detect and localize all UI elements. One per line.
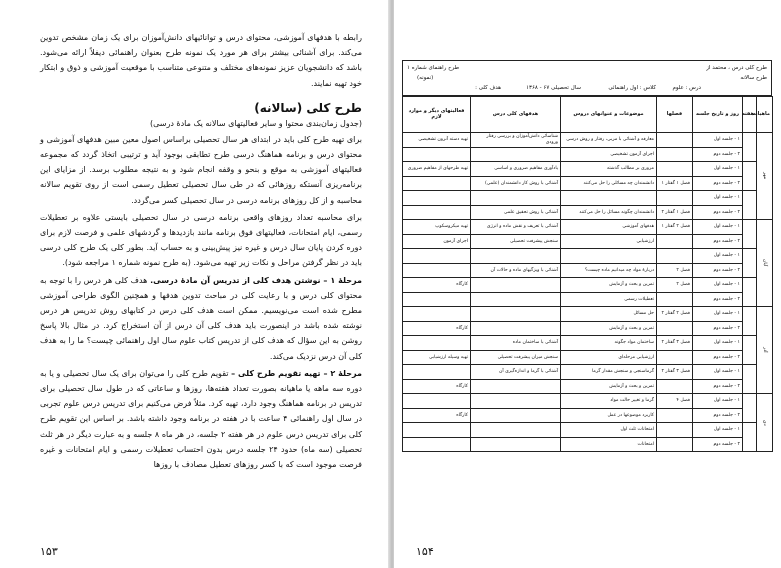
table-cell (471, 307, 561, 322)
table-cell: امتحانات ثلث اول (561, 423, 657, 438)
plan-subtitle: (نمونه) (417, 75, 434, 81)
plan-type: طرح سالانه (740, 75, 767, 81)
week-cell (743, 423, 757, 452)
table-cell: گرما و تغییر حالت مواد (561, 394, 657, 409)
table-cell (403, 205, 471, 220)
table-cell: ۲ - جلسه دوم (693, 437, 743, 452)
col-activities: فعالیتهای دیگر و موارد لازم (403, 97, 471, 133)
table-cell: فصل ۲ گفتار ۲ (657, 307, 693, 322)
paragraph-calc: برای محاسبه تعداد روزهای واقعی برنامه درسی در سال تحصیلی بایستی علاوه بر تعطیلات رسمی، ایام امتحانات، فعالیتهای فوق برنامه مانند بازدیدها و گردشهای علمی و فرصت لازم برای دوره کردن پایان سال درس و غیره نیز پیش‌بینی و به حساب آید. بطور کلی یک طرح کلی درسی باید در نظر گرفتن مراحل و نکات زیر تهیه می‌شود. (به طرح نمونه شماره ۱ مراجعه شود). (40, 212, 362, 268)
table-cell (657, 234, 693, 249)
table-cell: آشنائی با گرما و اندازه‌گیری آن (471, 365, 561, 380)
table-row (403, 191, 773, 206)
table-cell: تمرین و بحث و آزمایش (561, 379, 657, 394)
table-cell (471, 278, 561, 293)
week-cell (743, 336, 757, 365)
col-goals: هدفهای کلی درس (471, 97, 561, 133)
table-cell: اجرای آزمون (403, 234, 471, 249)
table-cell (657, 379, 693, 394)
table-row (403, 205, 773, 220)
table-cell (657, 292, 693, 307)
table-cell (403, 307, 471, 322)
table-cell: فصل ۱ گفتار ۱ (657, 176, 693, 191)
table-cell: ۱ - جلسه اول (693, 249, 743, 264)
plan-goal: هدف کلی : (475, 85, 501, 91)
table-cell (657, 133, 693, 148)
left-page (0, 0, 390, 568)
table-cell: شناسائی دانش‌آموزان و بررسی رفتار ورودی (471, 133, 561, 148)
table-cell: تعطیلات رسمی (561, 292, 657, 307)
table-cell (471, 394, 561, 409)
plan-year: سال تحصیلی ۶۷ - ۱۳۶۸ (526, 85, 581, 91)
table-cell (657, 191, 693, 206)
table-cell: تمرین و بحث و آزمایش (561, 321, 657, 336)
table-cell: ۲ - جلسه دوم (693, 379, 743, 394)
month-cell: مهر (757, 133, 773, 220)
col-session: روز و تاریخ جلسه (693, 97, 743, 133)
table-cell: ۱ - جلسه اول (693, 278, 743, 293)
month-cell: دی (757, 394, 773, 452)
stage1-text: هدف کلی هر درس را با توجه به محتوای کلی درس و با رعایت کلی در مباحث تدوین هدفها و همچنین الگوی طراحی آموزشی مطرح شده است می‌نویسیم. ممکن است هدف کلی درس در کتابهای روش تدریس هر درس نوشته شده باشد در اینصورت باید هدف کلی آن درس از آن استخراج کرد. در مثال بالا پاسخ روشن به این سؤال که هدف کلی از تدریس کتاب علوم سال اول راهنمائی چیست؟ ما را به هدف کلی آن درس نزدیک می‌کند. (40, 275, 362, 361)
table-cell: ۱ - جلسه اول (693, 307, 743, 322)
plan-header (402, 60, 772, 96)
table-cell: ارزشیابی (561, 234, 657, 249)
table-cell: ۱ - جلسه اول (693, 220, 743, 235)
table-cell: تهیه میکروسکوپ (403, 220, 471, 235)
table-row (403, 336, 773, 351)
table-cell: دانشمندان چگونه مسائل را حل می‌کنند (561, 205, 657, 220)
table-cell: تمرین و بحث و آزمایش (561, 278, 657, 293)
week-cell (743, 162, 757, 191)
table-cell: تهیه طرحهای از مفاهیم ضروری (403, 162, 471, 177)
table-cell: ۱ - جلسه اول (693, 394, 743, 409)
table-cell (657, 162, 693, 177)
col-week: هفته (743, 97, 757, 133)
col-chapter: فصلها (657, 97, 693, 133)
table-cell: کاربرد موضوعها در عمل (561, 408, 657, 423)
table-cell: ۲ - جلسه دوم (693, 234, 743, 249)
table-row (403, 133, 773, 148)
table-cell (471, 437, 561, 452)
table-cell: دربارهٔ مواد چه میدانیم ماده چیست؟ (561, 263, 657, 278)
week-cell (743, 278, 757, 307)
table-cell (403, 437, 471, 452)
table-cell: کارگاه (403, 278, 471, 293)
table-cell (403, 394, 471, 409)
week-cell (743, 307, 757, 336)
table-cell: ساختمان مواد جگونه (561, 336, 657, 351)
month-cell: آبان (757, 220, 773, 307)
week-cell (743, 220, 757, 249)
table-cell (471, 423, 561, 438)
table-cell (657, 350, 693, 365)
page-number-left: ۱۵۳ (40, 545, 58, 558)
table-header-row (403, 97, 773, 133)
col-month: ماهیانه (757, 97, 773, 133)
table-cell: ۱ - جلسه اول (693, 162, 743, 177)
table-cell: آشنائی با ساختمان ماده (471, 336, 561, 351)
stage2-text: تقویم طرح کلی را می‌توان برای یک سال تحصیلی و یا به دوره سه ماهه یا ماهیانه بصورت تعداد هفته‌ها، روزها و ساعاتی که در طول سال تحصیلی برای تدریس در برنامه هماهنگ وجود دارد، تهیه کرد. مثلاً فرض می‌کنیم برای تدریس درس علوم تجربی در سال اول راهنمائی ۴ ساعت با در هفته در برنامه وجود داشته باشد. بر اساس این تقویم طرح کلی برای تدریس درس علوم در هر هفته ۲ جلسه، در هر ماه ۸ جلسه و به عبارت دیگر در هر ثلث تحصیلی (سه ماه) حدود ۲۴ جلسه درس بدون احتساب تعطیلات رسمی و ایام امتحانات و غیره فرصت موجود است که با کسر روزهای تعطیل مصادف با روزها (40, 368, 363, 470)
table-cell: معارفه و آشنائی با مربی، رفتار و روش درسی (561, 133, 657, 148)
table-cell: دانشمندان چه مسائلی را حل می‌کنند (561, 176, 657, 191)
table-cell: گرماسنجی و سنجش مقدار گرما (561, 365, 657, 380)
table-cell (403, 365, 471, 380)
table-cell: فصل ۴ (657, 394, 693, 409)
table-cell: حل مسائل (561, 307, 657, 322)
section-heading: طرح کلی (سالانه) (254, 100, 362, 115)
table-row (403, 321, 773, 336)
table-cell: سنجش پیشرفت تحصیلی (471, 234, 561, 249)
table-row (403, 292, 773, 307)
table-cell: ۲ - جلسه دوم (693, 292, 743, 307)
table-cell: امتحانات (561, 437, 657, 452)
table-row (403, 278, 773, 293)
table-cell: ۲ - جلسه دوم (693, 321, 743, 336)
table-cell: فصل ۲ (657, 278, 693, 293)
table-row (403, 263, 773, 278)
table-cell (403, 249, 471, 264)
table-cell (403, 336, 471, 351)
table-cell: ۱ - جلسه اول (693, 365, 743, 380)
table-cell: فصل ۲ گفتار ۱ (657, 220, 693, 235)
week-cell (743, 191, 757, 220)
page-number-right: ۱۵۴ (416, 545, 434, 558)
table-cell: یادآوری مفاهیم ضروری و اساسی (471, 162, 561, 177)
table-cell: سنجش میزان پیشرفت تحصیلی (471, 350, 561, 365)
table-cell: فصل ۳ گفتار ۲ (657, 365, 693, 380)
table-row (403, 437, 773, 452)
table-cell: مروری بر مطالب گذشته (561, 162, 657, 177)
table-row (403, 423, 773, 438)
table-row (403, 365, 773, 380)
table-cell (471, 321, 561, 336)
table-cell: ۱ - جلسه اول (693, 133, 743, 148)
table-cell: فصل ۱ گفتار ۲ (657, 205, 693, 220)
table-row (403, 234, 773, 249)
table-cell (403, 263, 471, 278)
table-cell: ۲ - جلسه دوم (693, 263, 743, 278)
table-cell: ۲ - جلسه دوم (693, 176, 743, 191)
paragraph-plan: برای تهیه طرح کلی باید در ابتدای هر سال تحصیلی براساس اصول معین مبین هدفهای آموزشی و محتوای درس و برنامه هماهنگ درسی طرح تطابقی بوجود آید و ترتیبی اتخاذ گردد که مجموعه فعالیتهای آموزشی به موقع و بنحو و وقفه انجام شود و به نتیجه مطلوب برسد. از مزایای این برنامه‌ریزی آنستکه روزهائی که در طی سال تحصیلی تعطیل رسمی است از روی تقویم سالانه محاسبه و از کل روزهای برنامه درسی در سال تحصیلی کسر می‌گردد. (40, 134, 362, 205)
week-cell (743, 394, 757, 423)
table-cell (471, 408, 561, 423)
table-cell (657, 423, 693, 438)
table-cell (471, 249, 561, 264)
table-cell: ۱ - جلسه اول (693, 336, 743, 351)
table-cell (471, 147, 561, 162)
table-row (403, 176, 773, 191)
table-cell (657, 408, 693, 423)
table-cell: کارگاه (403, 408, 471, 423)
table-row (403, 379, 773, 394)
table-cell: آشنائی با روش تحقیق علمی (471, 205, 561, 220)
table-cell: تهیه وسیله ارزشیابی (403, 350, 471, 365)
table-cell (403, 423, 471, 438)
table-cell (403, 191, 471, 206)
plan-course: درس : علوم (672, 85, 701, 91)
right-page (394, 0, 781, 568)
stage2-label: مرحلهٔ ۲ – تهیه تقویم طرح کلی – (231, 368, 362, 378)
week-cell (743, 133, 757, 162)
table-cell (471, 292, 561, 307)
table-row (403, 147, 773, 162)
table-cell: ۱ - جلسه اول (693, 191, 743, 206)
plan-grade: کلاس : اول راهنمائی (608, 85, 656, 91)
section-subheading: (جدول زمان‌بندی محتوا و سایر فعالیتهای سالانه یک مادهٔ درسی) (149, 118, 362, 128)
week-cell (743, 365, 757, 394)
table-cell: اجرای آزمون تشخیصی (561, 147, 657, 162)
table-cell: هدفهای آموزشی (561, 220, 657, 235)
table-cell: آشنائی با تعریف و نقش ماده و انرژی (471, 220, 561, 235)
week-cell (743, 249, 757, 278)
table-cell: ۲ - جلسه دوم (693, 350, 743, 365)
table-cell: کارگاه (403, 379, 471, 394)
table-cell (471, 379, 561, 394)
table-cell (403, 147, 471, 162)
table-cell: ۲ - جلسه دوم (693, 408, 743, 423)
table-row (403, 408, 773, 423)
table-cell (657, 437, 693, 452)
table-cell: آشنائی با ویژگیهای ماده و حالات آن (471, 263, 561, 278)
plan-teacher: طرح کلی درس ، محتمد از (706, 65, 767, 71)
table-cell: تهیه دسته آنرون تشخیصی (403, 133, 471, 148)
table-row (403, 394, 773, 409)
table-cell (561, 191, 657, 206)
table-cell: ۲ - جلسه دوم (693, 205, 743, 220)
table-row (403, 307, 773, 322)
paragraph-stage2 (40, 366, 362, 472)
table-cell: ۲ - جلسه دوم (693, 147, 743, 162)
col-topics: موضوعات و عنوانهای دروس (561, 97, 657, 133)
table-cell (657, 249, 693, 264)
table-cell: فصل ۲ (657, 263, 693, 278)
schedule-table (402, 96, 773, 452)
month-cell: آذر (757, 307, 773, 394)
plan-title: طرح راهنمای شماره ۱ (407, 65, 460, 71)
table-row (403, 350, 773, 365)
table-cell: ارزشیابی مرحله‌ای (561, 350, 657, 365)
table-cell: آشنائی با روش کار دانشمندان (علمی) (471, 176, 561, 191)
table-row (403, 162, 773, 177)
paragraph-stage1 (40, 273, 362, 364)
table-cell: کارگاه (403, 321, 471, 336)
table-cell: فصل ۳ گفتار ۲ (657, 336, 693, 351)
table-cell: ۱ - جلسه اول (693, 423, 743, 438)
table-row (403, 220, 773, 235)
table-cell (471, 191, 561, 206)
table-cell (403, 292, 471, 307)
table-row (403, 249, 773, 264)
table-cell (403, 176, 471, 191)
table-cell (657, 147, 693, 162)
table-cell (561, 249, 657, 264)
table-cell (657, 321, 693, 336)
paragraph-intro: رابطه با هدفهای آموزشی، محتوای درس و توانائیهای دانش‌آموزان برای یک زمان مشخص تدوین می‌کند. برای آشنائی بیشتر برای هر مورد یک نمونه طرح بعنوان راهنمائی دیفلاً ارائه می‌شود. باشد که دانشجویان عزیز نمونه‌های مختلف و متنوعی متناسب با موقعیت آموزشی و ذوق و ابتکار خود تهیه نمایند. (40, 33, 362, 88)
stage1-label: مرحلهٔ ۱ – نوشتن هدف کلی از تدریس آن مادهٔ درسی. (150, 275, 362, 285)
